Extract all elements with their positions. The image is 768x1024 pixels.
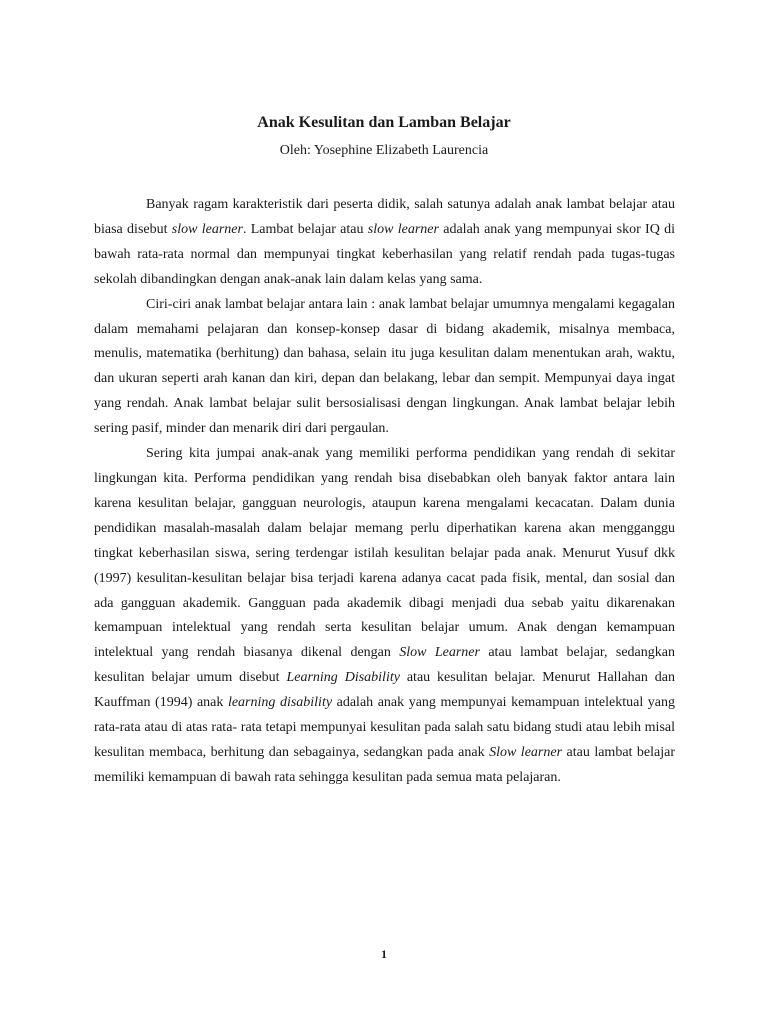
paragraph-3: [94, 442, 675, 791]
text-run: atau lambat belajar memiliki kemampuan di bawah rata sehingga kesulitan pada semua mata pelajaran.: [94, 744, 675, 785]
text-run: . Lambat belajar atau: [242, 221, 368, 237]
italic-term: learning disability: [227, 695, 333, 711]
text-run: atau lambat belajar, sedangkan kesulitan belajar umum disebut: [94, 645, 675, 686]
text-run: Ciri-ciri anak lambat belajar antara lain : anak lambat belajar umumnya mengalami kegagalan dalam memahami pelajaran dan konsep-konsep dasar di bidang akademik, misalnya membaca, menulis, matematika (berhitung) dan bahasa, selain itu juga kesulitan dalam menentukan arah, waktu, dan ukuran seperti arah kanan dan kiri, depan dan belakang, lebar dan sempit. Mempunyai daya ingat yang rendah. Anak lambat belajar sulit bersosialisasi dengan lingkungan. Anak lambat belajar lebih sering pasif, minder dan menarik diri dari pergaulan.: [94, 296, 675, 437]
italic-term: slow learner: [171, 221, 243, 237]
document-title: Anak Kesulitan dan Lamban Belajar: [257, 114, 511, 131]
italic-term: Slow Learner: [399, 645, 480, 661]
document-body: [94, 193, 675, 791]
document-author: Oleh: Yosephine Elizabeth Laurencia: [279, 143, 489, 158]
text-run: adalah anak yang mempunyai kemampuan intelektual yang rata-rata atau di atas rata- rata tetapi mempunyai kesulitan pada salah satu bidang studi atau lebih misal kesulitan membaca, berhitung dan sebagainya, sedangkan pada anak: [94, 695, 675, 760]
text-run: atau kesulitan belajar. Menurut Hallahan dan Kauffman (1994) anak: [94, 670, 675, 711]
text-run: Banyak ragam karakteristik dari peserta didik, salah satunya adalah anak lambat belajar atau biasa disebut: [94, 197, 675, 237]
italic-term: Slow learner: [489, 744, 563, 760]
paragraph-1: [94, 193, 675, 293]
paragraph-2: [94, 293, 675, 442]
text-run: adalah anak yang mempunyai skor IQ di bawah rata-rata normal dan mempunyai tingkat keberhasilan yang relatif rendah pada tugas-tugas sekolah dibandingkan dengan anak-anak lain dalam kelas yang sama.: [94, 221, 676, 287]
page-number: 1: [381, 947, 387, 961]
text-run: Sering kita jumpai anak-anak yang memiliki performa pendidikan yang rendah di sekitar lingkungan kita. Performa pendidikan yang rendah bisa disebabkan oleh banyak faktor antara lain karena kesulitan belajar, gangguan neurologis, ataupun karena mengalami kecacatan. Dalam dunia pendidikan masalah-masalah dalam belajar memang perlu diperhatikan karena akan mengganggu tingkat keberhasilan siswa, sering terdengar istilah kesulitan belajar pada anak. Menurut Yusuf dkk (1997) kesulitan-kesulitan belajar bisa terjadi karena adanya cacat pada fisik, mental, dan sosial dan ada gangguan akademik. Gangguan pada akademik dibagi menjadi dua sebab yaitu dikarenakan kemampuan intelektual yang rendah serta kesulitan belajar umum. Anak dengan kemampuan intelektual yang rendah biasanya dikenal dengan: [94, 446, 675, 661]
italic-term: Learning Disability: [286, 670, 400, 686]
italic-term: slow learner: [367, 221, 439, 237]
